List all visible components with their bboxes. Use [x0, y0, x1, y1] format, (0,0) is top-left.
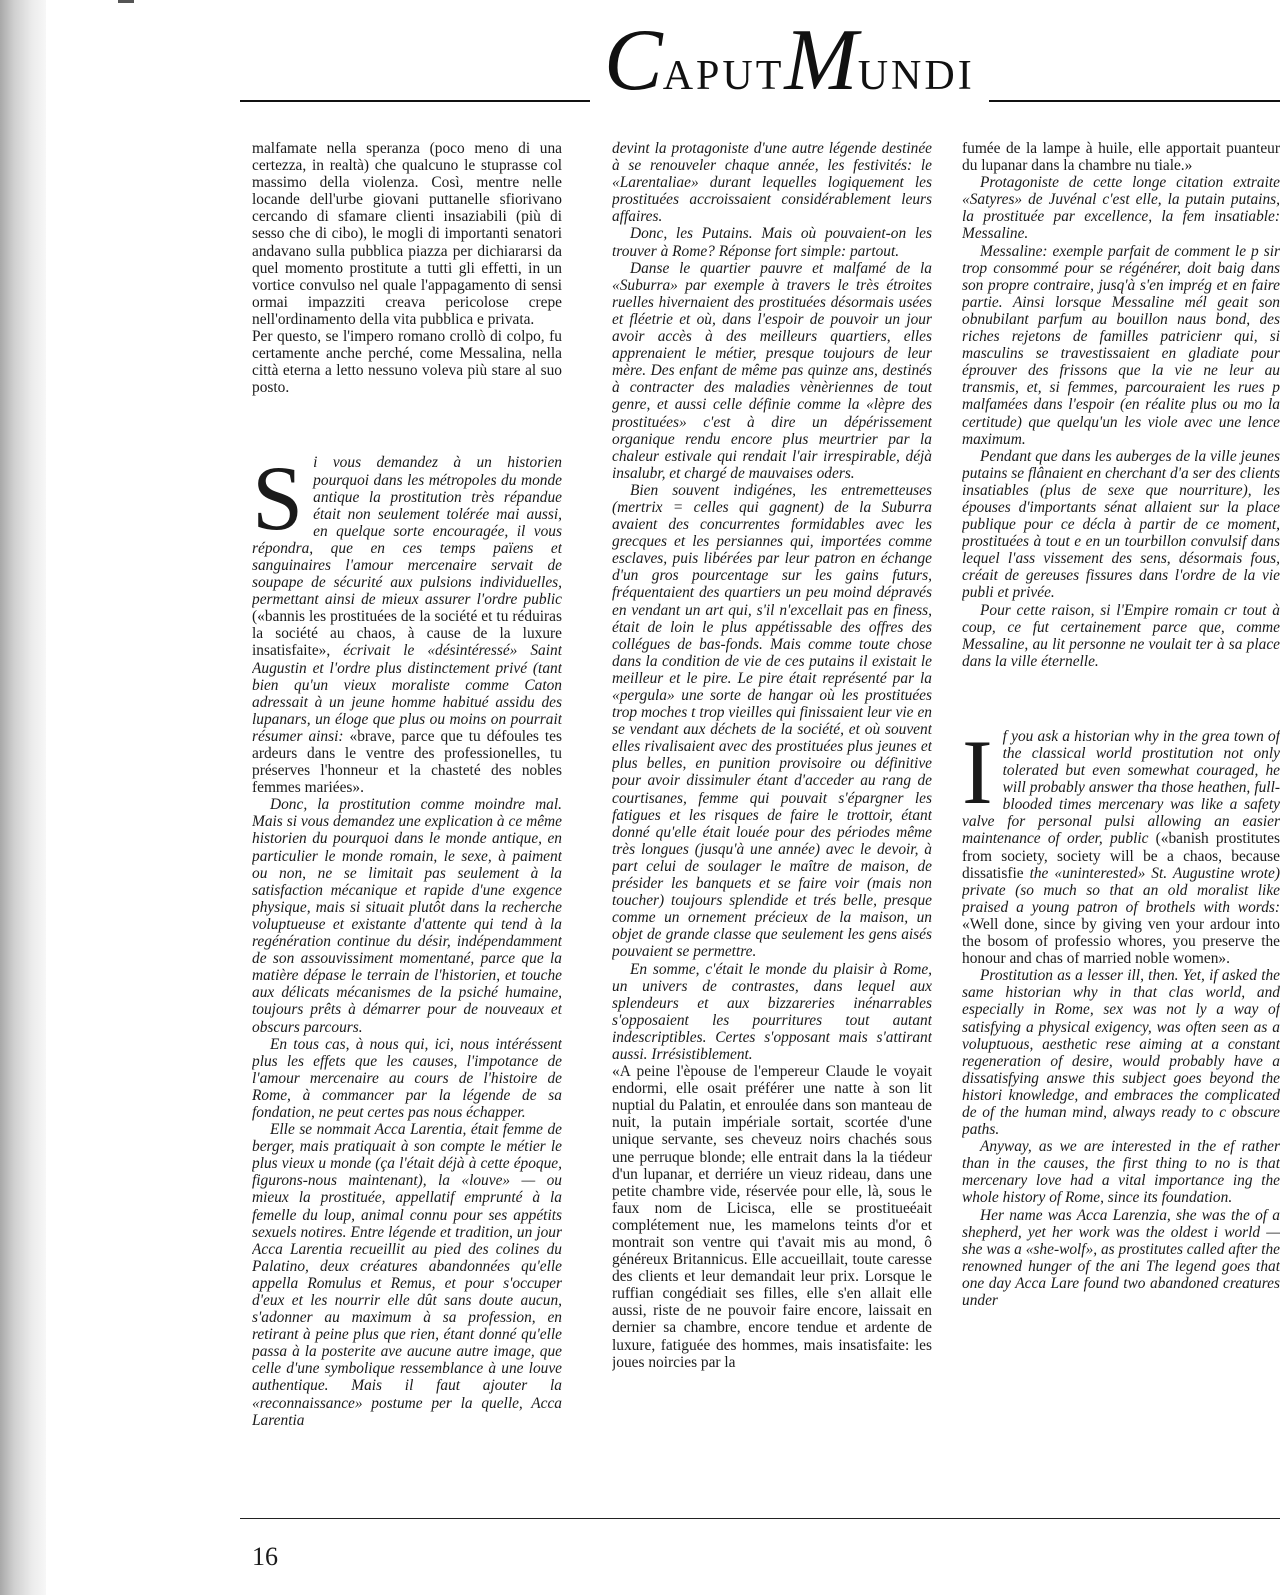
- french-paragraph-2: Donc, la prostitution comme moindre mal. Mais si vous demandez une explication à ce même historien du pourquoi dans le monde antique, en particulier le monde romain, le sexe, à paiment ou non, ne se limitait pas seulement à la satisfaction mécanique et rapide d'une exgence physique, mais si situait plutôt dans la recherche voluptueuse et existante d'attente qui tend à la regénération continue du désir, indépendamment de son assouvissiment momentané, parce que la matière dépase le terrain de l'historien, et touche aux délicats mécanismes de la psiché humaine, toujours prêts à démarrer pour de nouveaux et obscurs parcours.: [252, 796, 562, 1036]
- book-spine-shadow: [0, 0, 46, 1595]
- french-paragraph-6: Donc, les Putains. Mais où pouvaient-on les trouver à Rome? Réponse fort simple: partout.: [612, 225, 932, 260]
- page-edge-line: [118, 0, 134, 3]
- page-number: 16: [252, 1542, 278, 1571]
- english-intro-paragraph: [962, 720, 1280, 968]
- italian-paragraph-1: malfamate nella speranza (poco meno di una certezza, in realtà) che qualcuno le stuprasse col massimo della violenza. Così, mentre nelle locande dell'urbe giovani puttanelle sfiorivano cercando di sfamare clienti insaziabili (più di sesso che di cibo), le mogli di importanti senatori andavano sulla pubblica piazza per dichiararsi da quel momento prostitute a tutti gli effetti, in un vortice convulso nel quale l'appagamento di sensi ormai impazziti creava pericolose crepe nell'ordinamento della vita pubblica e privata.: [252, 140, 562, 328]
- english-intro-italic: f you ask a historian why in the grea town of the classical world prostitution not only tolerated but even somewhat couraged, he will probably answer tha those heathen, full-blooded times mercenary was like a safety valve for personal pulsi allowing an easier maintenance of order, public: [962, 727, 1280, 848]
- french-paragraph-11: Messaline: exemple parfait de comment le p sir trop consommé pour se régénérer, doit baig dans son propre contraire, jusq'à s'en imprég et en faire partie. Ainsi lorsque Messaline mél geait son obnubilant parfum au bouillon naus bond, des riches rejetons de familles patricienr qui, si masculins se travestissaient en gladiate pour éprouver des frissons que la vie ne leur au transmis, et, si femmes, parcouraient les rues p malfamées dans l'espoir (en réalite plus ou mo la certitude) que quelqu'un les viole avec une lence maximum.: [962, 242, 1280, 448]
- section-spacer: [252, 396, 562, 454]
- english-paragraph-3: Anyway, as we are interested in the ef rather than in the causes, the first thing to no is that mercenary love had a vital importance ing the whole history of Rome, since its foundation.: [962, 1138, 1280, 1207]
- french-intro-paragraph: [252, 447, 562, 797]
- masthead-initial-m: M: [784, 12, 858, 109]
- french-paragraph-12: Pendant que dans les auberges de la ville jeunes putains se flânaient en cherchant d'a ser des clients insatiables (plus de sexe que nourriture), les épouses d'importants sénat allaient sur la place publique pour ce décla à partir de ce moment, prostituées à tout e en un tourbillon convulsif dans lequel l'ass vissement des sens, désormais fous, créait de gereuses fissures dans l'ordre de la vie publi et privée.: [962, 447, 1280, 602]
- french-intro-italic: i vous demandez à un historien pourquoi dans les métropoles du monde antique la prostitution très répandue était non seulement tolérée mai aussi, en quelque sorte encouragée, il vous répondra, que en ces temps païens et sanguinaires l'amour mercenaire servait de soupape de sécurité aux pulsions individuelles, permettant ainsi de mieux assurer l'ordre public: [252, 454, 562, 609]
- english-paragraph-4: Her name was Acca Larenzia, she was the of a shepherd, yet her work was the oldest i world — she was a «she-wolf», as prostitutes called after the renowned hunger of the ani The legend goes that one day Acca Lare found two abandoned creatures under: [962, 1206, 1280, 1309]
- juvenal-quotation: «A peine l'èpouse de l'empereur Claude le voyait endormi, elle osait préférer une natte à son lit nuptial du Palatin, et enroulée dans son manteau de nuit, la putain impériale sortait, scortée d'une unique servante, ses cheveuz noirs chachés sous une perruque blonde; elle entrait dans la la tiédeur d'un lupanar, et derriére un vieuz rideau, dans une petite chambre vide, réservée pour elle, là, sous le faux nom de Licisca, elle se prostitueéait complétement nue, les mamelons teints d'or et montrait son ventre qui t'avait mis au mond, ô généreux Britannicus. Elle accueillait, toute caresse des clients et leur demandait leur prix. Lorsque le ruffian congédiait ses filles, elle s'en allait elle aussi, riste de ne pouvoir faire encore, laissait en dernier sa chambre, encore tendue et ardente de luxure, fatiguée des hommes, mais insatisfaite: les joues noircies par la: [612, 1063, 932, 1371]
- drop-cap-s: S: [252, 447, 304, 550]
- column-2: [612, 140, 932, 1480]
- column-1: [252, 140, 562, 1480]
- french-intro-quote: («bannis les prostituées de la société et tu réduiras la société au chaos, à cause de la luxure insatisfaite»,: [252, 608, 562, 660]
- masthead-undi: UNDI: [857, 53, 975, 99]
- masthead-caput: APUT: [662, 53, 785, 99]
- french-paragraph-7: Danse le quartier pauvre et malfamé de la «Suburra» par exemple à travers le très étroites ruelles hivernaient des prostituées désormais usées et fléetrie et où, dans l'espoir de pouvoir un jour avoir accès à des meilleurs quartiers, elles apprenaient le métier, presque toujours de leur mère. Des enfant de même pas quinze ans, destinés à contracter des maladies vènèriennes de tout genre, et aussi celle définie comme la «lèpre des prostituées» c'est à dire un dépérissement organique rendu encore plus meurtrier par la chaleur estivale qui rendait l'air irrespirable, déjà insalubr, et chargé de mauvaises oders.: [612, 259, 932, 482]
- juvenal-quotation-end: fumée de la lampe à huile, elle apportait puanteur du lupanar dans la chambre nu tiale.»: [962, 140, 1280, 175]
- french-paragraph-13: Pour cette raison, si l'Empire romain cr tout à coup, ce fut certainement parce que, comme Messaline, au lit personne ne voulait ter à sa place dans la ville éternelle.: [962, 601, 1280, 670]
- footer-rule: [240, 1518, 1280, 1519]
- english-intro-quote: («banish prostitutes from society, society will be a chaos, because dissatisfie: [962, 830, 1280, 882]
- section-spacer: [962, 670, 1280, 728]
- french-paragraph-10: Protagoniste de cette longe citation extraite «Satyres» de Juvénal c'est elle, la putain putains, la prostituée par excellence, la fem insatiable: Messaline.: [962, 174, 1280, 243]
- french-paragraph-8: Bien souvent indigénes, les entremetteuses (mertrix = celles qui gagnent) de la Suburra avaient des concurrentes formidables avec les grecques et les persiannes qui, importées comme esclaves, puis libérées par leur patron en échange d'un gros pourcentage sur les gains futurs, fréquentaient des quartiers un peu moind dépravés en vendant un art qui, s'il n'excellait pas en finess, était de loin le plus appétissable des offres des collégues de bas-fonds. Mais comme toute chose dans la condition de vie de ces putains il existait le meilleur et le pire. Le pire était représenté par la «pergula» une sorte de hangar où les prostituées trop moches t trop vieilles qui finissaient leur vie en se vendant aux déchets de la société, et où souvent elles rivalisaient avec des prostituées plus jeunes et plus belles, en punition provisoire ou définitive pour avoir dissimuler étant d'acceder au rang de courtisanes, femme qui pouvait s'épargner les fatigues et les risques de faire le trottoir, étant donné qu'elle était louée pour des périodes même très longues (jusqu'à une année) avec le devoir, à part celui de soulager le maître de maison, de présider les banquets et se faire voir (mais non toucher) toujours splendide et trés belle, presque comme un ornement précieux de la maison, un objet de grande classe que seulement les gens aisés pouvaient se permettre.: [612, 481, 932, 961]
- italian-paragraph-2: Per questo, se l'impero romano crollò di colpo, fu certamente anche perché, come Messalina, nella città eterna a letto nessuno voleva più stare al suo posto.: [252, 328, 562, 397]
- french-paragraph-9: En somme, c'était le monde du plaisir à Rome, un univers de contrastes, dans lequel aux splendeurs et aux bizzareries inénarrables s'opposaient les pourritures tout autant indescriptibles. Certes s'opposant mais s'attirant aussi. Irrésistiblement.: [612, 960, 932, 1063]
- english-paragraph-2: Prostitution as a lesser ill, then. Yet, if asked the same historian why in that clas world, and especially in Rome, sex was not ly a way of satisfying a physical exigency, was often seen as a voluptuous, aesthetic rese aiming at a constant regeneration of desire, would probably have a dissatisfying answe this subject goes beyond the histori knowledge, and embraces the complicated de of the human mind, always ready to c obscure paths.: [962, 967, 1280, 1139]
- drop-cap-i: I: [962, 720, 993, 823]
- column-3: [962, 140, 1280, 1480]
- french-paragraph-3: En tous cas, à nous qui, ici, nous intéréssent plus les effets que les causes, l'impotance de l'amour mercenaire au cours de l'histoire de Rome, à commancer par la légende de sa fondation, ne peut certes pas nous échapper.: [252, 1035, 562, 1121]
- french-intro-italic-2: écrivait le «désintéressé» Saint Augustin et l'ordre plus distinctement privé (tant bien qu'un vieux moraliste comme Caton adressait à un jeune homme habitué assidu des lupanars, un éloge que plus ou moins on pourrait résumer ainsi:: [252, 642, 562, 745]
- english-intro-italic-2: the «uninterested» St. Augustine wrote) private (so much so that an old moralist like praised a young patron of brothels with words:: [962, 864, 1280, 916]
- french-paragraph-5: devint la protagoniste d'une autre légende destinée à se renouveler chaque année, les festivités: le «Larentaliae» durant lequelles logiquement les prostituées accroissaient considérablement leurs affaires.: [612, 140, 932, 226]
- french-intro-quote-2: «brave, parce que tu défoules tes ardeurs dans le ventre des professionelles, tu préserves l'honneur et la chasteté des nobles femmes mariées».: [252, 727, 562, 797]
- masthead-initial-c: C: [604, 12, 663, 109]
- masthead: [590, 12, 989, 109]
- french-paragraph-4: Elle se nommait Acca Larentia, était femme de berger, mais pratiquait à son compte le métier le plus vieux u monde (ça l'était déjà à cette époque, figurons-nous maintenant), la «louve» — ou mieux la prostituée, appellatif emprunté à la femelle du loup, animal connu pour ses appétits sexuels notires. Entre légende et tradition, un jour Acca Larentia recueillit au pied des colines du Palatino, deux créatures abandonnées qu'elle appella Romulus et Remus, et pour s'occuper d'eux et les nourrir elle dût sans doute aucun, s'adonner au maximum à sa profession, en retirant à peine plus que rien, étant donné qu'elle passa à la posterite ave aucune autre image, que celle d'une symbolique ressemblance à une louve authentique. Mais il faut ajouter la «reconnaissance» postume per la quelle, Acca Larentia: [252, 1121, 562, 1429]
- english-intro-quote-2: «Well done, since by giving ven your ardour into the bosom of professio whores, you preserve the honour and chas of married noble women».: [962, 915, 1280, 968]
